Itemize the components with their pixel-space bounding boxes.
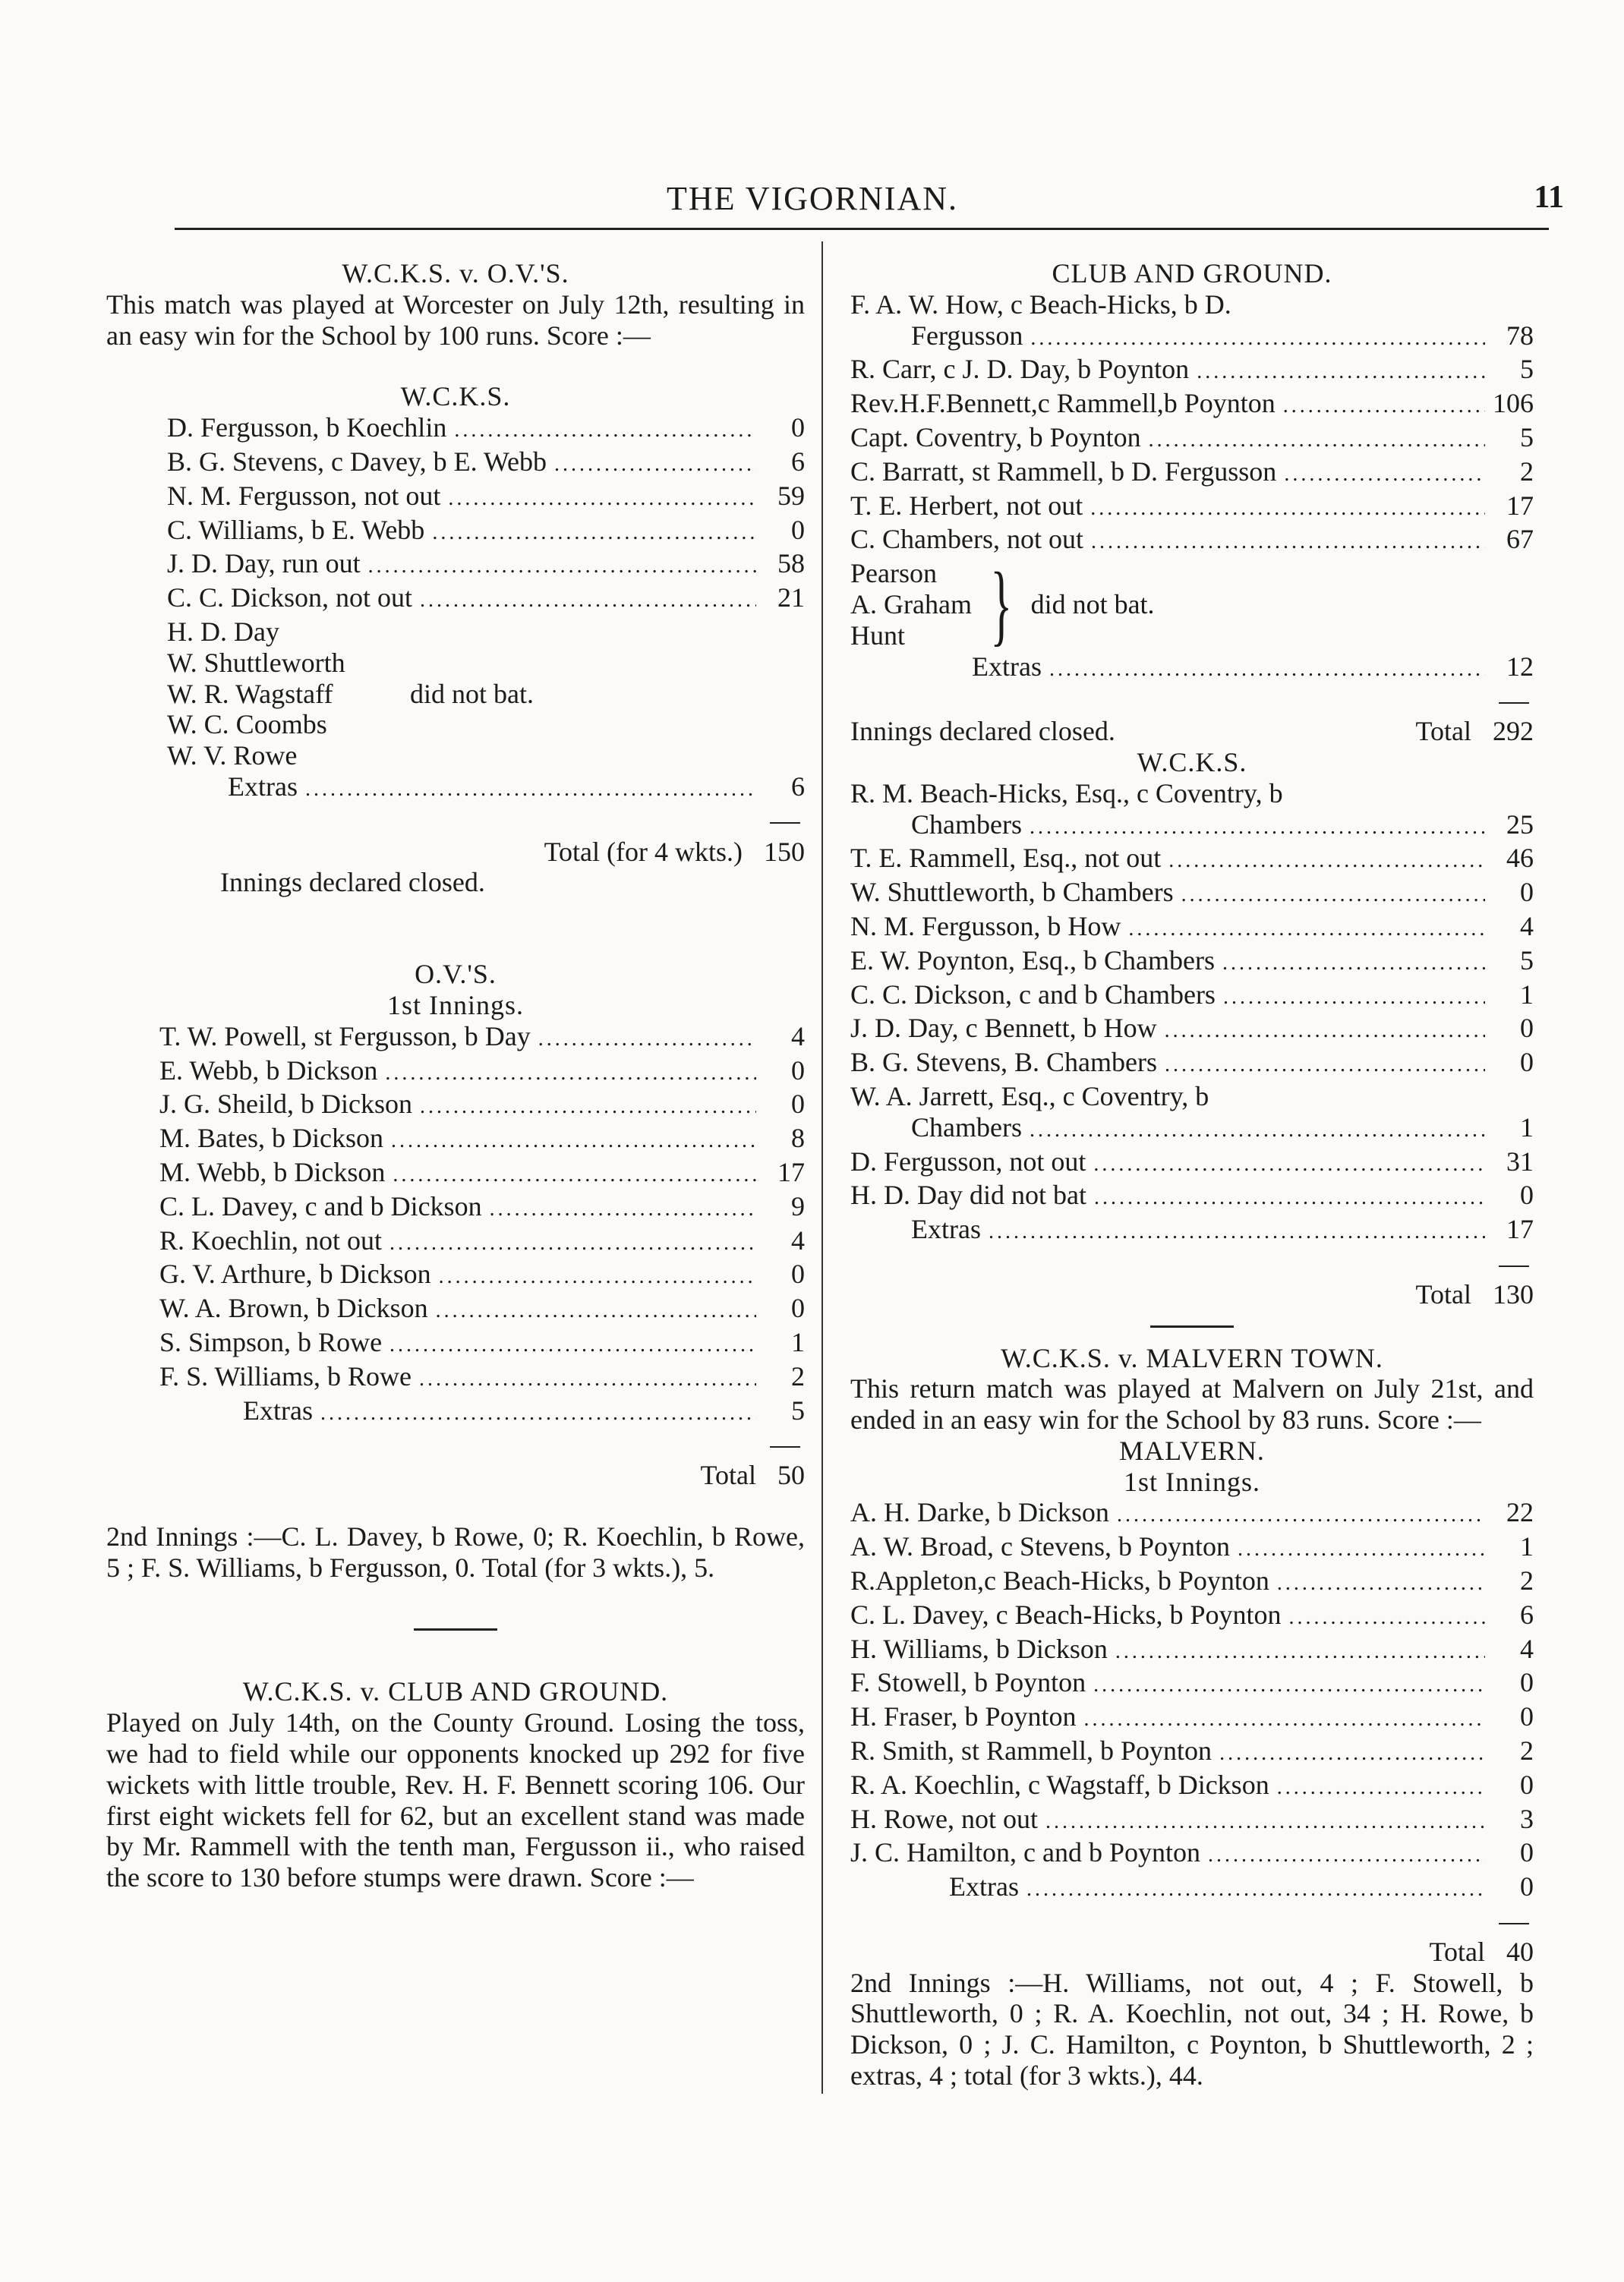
extras-label: Extras — [949, 1871, 1019, 1902]
batsman-name-cont: Chambers — [911, 808, 1022, 840]
leader-dots — [1149, 425, 1485, 456]
batsman-name: C. L. Davey, c Beach-Hicks, b Poynton — [850, 1599, 1282, 1630]
batting-row — [850, 1600, 1534, 1634]
runs: 9 — [791, 1190, 805, 1221]
club-heading: CLUB AND GROUND. — [1052, 258, 1332, 288]
runs: 31 — [1506, 1146, 1534, 1177]
match2-intro: Played on July 14th, on the County Ground. Losing the toss, we had to field while our opponents knocked up 292 for five wickets with little trouble, Rev. H. F. Bennett scoring 106. Our first eight wickets fell for 62, but an excellent stand was made by Mr. Rammell with the tenth man, Fergusson ii., who raised the score to 130 before stumps were drawn. Score :— — [106, 1707, 805, 1893]
batsman-name: T. W. Powell, st Fergusson, b Day — [159, 1020, 531, 1051]
batsman-name: R. Smith, st Rammell, b Poynton — [850, 1735, 1212, 1767]
batsman-name: H. D. Day did not bat — [850, 1180, 1086, 1211]
leader-dots — [1284, 459, 1485, 490]
batting-row — [850, 1565, 1534, 1600]
batsman-name: C. C. Dickson, c and b Chambers — [850, 979, 1216, 1010]
club-dnb-label: did not bat. — [1030, 588, 1155, 619]
extras-value: 5 — [791, 1395, 805, 1426]
batsman-name: M. Bates, b Dickson — [159, 1123, 383, 1154]
column-divider — [821, 241, 823, 2094]
extras-label: Extras — [972, 651, 1042, 682]
ovs-innings-label: 1st Innings. — [386, 989, 524, 1020]
runs: 22 — [1506, 1497, 1534, 1528]
batsman-name: J. C. Hamilton, c and b Poynton — [850, 1837, 1200, 1868]
runs: 0 — [1520, 1769, 1534, 1800]
wcks2-batting — [850, 778, 1534, 1214]
batsman-name: R.Appleton,c Beach-Hicks, b Poynton — [850, 1565, 1269, 1596]
malvern-extras-row — [850, 1871, 1534, 1905]
batsman-name: M. Webb, b Dickson — [159, 1156, 386, 1187]
leader-dots — [1117, 1500, 1485, 1531]
batsman-name: C. Chambers, not out — [850, 524, 1083, 555]
wcks2-total-row — [850, 1279, 1534, 1310]
club-extras-row — [850, 651, 1534, 686]
leader-dots — [1223, 982, 1485, 1013]
batsman-name: J. G. Sheild, b Dickson — [159, 1089, 412, 1120]
batsman-name: A. H. Darke, b Dickson — [850, 1497, 1109, 1528]
batting-row — [850, 388, 1534, 422]
runs: 0 — [791, 1089, 805, 1120]
runs: 0 — [1520, 1047, 1534, 1078]
runs: 0 — [1520, 1013, 1534, 1044]
leader-dots — [1045, 1807, 1485, 1838]
batsman-name: A. W. Broad, c Stevens, b Poynton — [850, 1531, 1230, 1562]
batting-row — [850, 524, 1534, 558]
runs: 1 — [791, 1326, 805, 1357]
batsman-name: N. M. Fergusson, b How — [850, 910, 1121, 941]
leader-dots — [1093, 1670, 1485, 1701]
leader-dots — [1289, 1603, 1485, 1634]
batsman-name: W. Shuttleworth, b Chambers — [850, 877, 1174, 908]
wcks-dnb-block — [106, 616, 805, 771]
ovs-total-row — [106, 1460, 805, 1491]
club-dnb-block — [850, 553, 1534, 655]
batting-row — [850, 1180, 1534, 1214]
total-label: Total — [1415, 716, 1471, 747]
batsman-name: B. G. Stevens, c Davey, b E. Webb — [167, 446, 547, 477]
batsman-name-cont: Chambers — [911, 1111, 1022, 1143]
runs: 59 — [777, 480, 805, 511]
batsman-name: D. Fergusson, not out — [850, 1146, 1086, 1177]
runs: 5 — [1520, 421, 1534, 452]
runs: 6 — [791, 446, 805, 477]
declared-note: Innings declared closed. — [850, 716, 1115, 747]
header-rule — [175, 228, 1549, 230]
runs: 0 — [791, 514, 805, 545]
batsman-name: C. C. Dickson, not out — [167, 582, 413, 613]
batting-row — [850, 490, 1534, 525]
wcks2-heading: W.C.K.S. — [1137, 746, 1247, 777]
batsman-name: E. Webb, b Dickson — [159, 1054, 378, 1086]
batsman-name: Capt. Coventry, b Poynton — [850, 421, 1141, 452]
runs: 67 — [1506, 524, 1534, 555]
batting-row — [159, 1191, 805, 1225]
extras-value: 12 — [1506, 651, 1534, 682]
leader-dots — [389, 1330, 756, 1361]
batting-row — [850, 1634, 1534, 1668]
runs: 4 — [791, 1225, 805, 1256]
wcks-total-row — [106, 837, 805, 868]
batsman-name: C. Williams, b E. Webb — [167, 514, 425, 545]
runs: 2 — [1520, 1735, 1534, 1767]
leader-dots — [1091, 527, 1485, 558]
leader-dots — [554, 449, 756, 481]
malvern-second-innings: 2nd Innings :—H. Williams, not out, 4 ; F. Stowell, b Shuttleworth, 0 ; R. A. Koechlin, not out, 34 ; H. Rowe, b Dickson, 0 ; J. C. Hamilton, c Poynton, b Shuttleworth, 2 ; extras, 4 ; total (for 3 wkts.), 44. — [850, 1967, 1534, 2091]
runs: 4 — [1520, 910, 1534, 941]
match1-heading: W.C.K.S. v. O.V.'S. — [342, 258, 569, 288]
runs: 0 — [1520, 1701, 1534, 1732]
leader-dots — [1084, 1704, 1485, 1735]
batsman-name: J. D. Day, c Bennett, b How — [850, 1013, 1157, 1044]
declared-note: Innings declared closed. — [220, 867, 485, 898]
batsman-name: T. E. Herbert, not out — [850, 490, 1083, 521]
match2-heading: W.C.K.S. v. CLUB AND GROUND. — [242, 1676, 669, 1707]
runs: 0 — [1520, 1667, 1534, 1698]
batting-row — [850, 1047, 1534, 1081]
runs: 25 — [1506, 808, 1534, 840]
leader-dots — [1093, 1149, 1485, 1180]
batsman-name: W. A. Brown, b Dickson — [159, 1293, 428, 1324]
batting-row — [167, 582, 805, 616]
leader-dots — [391, 1126, 756, 1157]
dnb-name: Hunt — [850, 619, 905, 651]
extras-value: 6 — [791, 771, 805, 802]
extras-label: Extras — [243, 1395, 313, 1426]
leader-dots — [1277, 1773, 1485, 1804]
runs: 0 — [791, 1054, 805, 1086]
total-label: Total — [700, 1460, 756, 1491]
batsman-name: R. Koechlin, not out — [159, 1225, 382, 1256]
batting-row — [159, 1123, 805, 1157]
leader-dots — [420, 1092, 756, 1123]
leader-dots — [1165, 1016, 1485, 1047]
ovs-heading: O.V.'S. — [415, 959, 497, 990]
extras-label: Extras — [911, 1214, 981, 1245]
malvern-total-row — [850, 1937, 1534, 1968]
batsman-name: S. Simpson, b Rowe — [159, 1326, 383, 1357]
leader-dots — [1277, 1568, 1485, 1600]
total-value: 150 — [764, 836, 805, 867]
leader-dots — [368, 551, 756, 582]
wcks-extras-row — [106, 771, 805, 805]
dnb-name: W. R. Wagstaff — [167, 678, 333, 709]
dnb-name: H. D. Day — [167, 616, 279, 647]
total-value: 50 — [777, 1460, 805, 1491]
batting-row — [850, 1497, 1534, 1531]
ovs-second-innings: 2nd Innings :—C. L. Davey, b Rowe, 0; R. Koechlin, b Rowe, 5 ; F. S. Williams, b Fergusson, 0. Total (for 3 wkts.), 5. — [106, 1521, 805, 1583]
leader-dots — [454, 415, 756, 446]
section-separator — [1150, 1325, 1234, 1328]
batting-row — [850, 1837, 1534, 1871]
batting-row — [167, 446, 805, 481]
batting-row — [850, 1146, 1534, 1180]
total-label: Total — [1415, 1278, 1471, 1310]
ovs-extras-row — [106, 1395, 805, 1429]
batting-row — [850, 1112, 1534, 1146]
match3-intro: This return match was played at Malvern on July 21st, and ended in an easy win for the School by 83 runs. Score :— — [850, 1373, 1534, 1436]
batting-row — [850, 1804, 1534, 1838]
batting-row — [850, 843, 1534, 877]
runs: 0 — [1520, 1180, 1534, 1211]
leader-dots — [1197, 357, 1485, 388]
batting-row — [850, 1667, 1534, 1701]
batting-row — [159, 1055, 805, 1089]
batting-row — [167, 481, 805, 515]
extras-value: 17 — [1506, 1214, 1534, 1245]
batsman-name: J. D. Day, run out — [167, 548, 361, 579]
batting-row — [159, 1021, 805, 1055]
leader-dots — [1222, 948, 1485, 979]
leader-dots — [538, 1024, 756, 1055]
leader-dots — [436, 1296, 756, 1327]
leader-dots — [1238, 1534, 1485, 1565]
leader-dots — [1283, 391, 1485, 422]
total-value: 292 — [1493, 716, 1534, 747]
malvern-innings-label: 1st Innings. — [1123, 1466, 1260, 1497]
batsman-name: B. G. Stevens, B. Chambers — [850, 1047, 1157, 1078]
batsman-name: G. V. Arthure, b Dickson — [159, 1259, 431, 1290]
runs: 1 — [1520, 979, 1534, 1010]
batting-row — [850, 456, 1534, 490]
brace-glyph: } — [990, 553, 1013, 655]
batting-row — [167, 412, 805, 446]
leader-dots — [1094, 1183, 1485, 1214]
runs: 0 — [1520, 877, 1534, 908]
runs: 2 — [1520, 1565, 1534, 1596]
batsman-name: F. Stowell, b Poynton — [850, 1667, 1086, 1698]
leader-dots — [389, 1228, 756, 1259]
batsman-name: E. W. Poynton, Esq., b Chambers — [850, 944, 1216, 976]
dnb-name: W. C. Coombs — [167, 709, 327, 740]
leader-dots — [439, 1262, 756, 1293]
leader-dots — [432, 518, 756, 549]
leader-dots — [1030, 1115, 1485, 1146]
leader-dots — [1030, 812, 1485, 843]
batsman-name: D. Fergusson, b Koechlin — [167, 412, 447, 443]
running-title: THE VIGORNIAN. — [666, 180, 959, 217]
leader-dots — [1115, 1637, 1485, 1668]
wcks-batting — [106, 412, 805, 616]
batting-row — [850, 809, 1534, 843]
leader-dots — [1030, 323, 1485, 355]
batting-row — [850, 911, 1534, 945]
runs: 17 — [1506, 490, 1534, 521]
batting-row — [850, 1701, 1534, 1735]
leader-dots — [1090, 493, 1485, 525]
batting-row — [850, 1531, 1534, 1565]
batting-row — [167, 515, 805, 549]
batsman-name-cont: Fergusson — [911, 320, 1023, 351]
leader-dots — [1168, 846, 1485, 877]
malvern-batting — [850, 1497, 1534, 1871]
batsman-name: F. A. W. How, c Beach-Hicks, b D. — [850, 288, 1231, 320]
leader-dots — [1208, 1840, 1485, 1871]
left-column — [106, 258, 805, 1893]
malvern-heading: MALVERN. — [1119, 1435, 1265, 1466]
batting-row — [159, 1293, 805, 1327]
leader-dots — [1165, 1050, 1485, 1081]
dnb-name: Pearson — [850, 558, 937, 589]
batting-row — [159, 1259, 805, 1293]
runs: 0 — [791, 1293, 805, 1324]
runs: 2 — [791, 1360, 805, 1392]
runs: 106 — [1493, 388, 1534, 419]
batting-row — [159, 1157, 805, 1191]
wcks-heading: W.C.K.S. — [400, 381, 511, 412]
batting-row — [850, 1735, 1534, 1770]
leader-dots — [385, 1058, 756, 1089]
runs: 5 — [1520, 354, 1534, 385]
dnb-name: A. Graham — [850, 588, 972, 619]
batting-row — [850, 1013, 1534, 1047]
batting-row — [850, 979, 1534, 1013]
batsman-name: R. A. Koechlin, c Wagstaff, b Dickson — [850, 1769, 1269, 1800]
batting-row — [850, 354, 1534, 388]
runs: 1 — [1520, 1111, 1534, 1143]
runs: 4 — [791, 1020, 805, 1051]
dnb-name: W. V. Rowe — [167, 740, 298, 771]
leader-dots — [1128, 914, 1485, 945]
runs: 5 — [1520, 944, 1534, 976]
leader-dots — [448, 484, 756, 515]
runs: 0 — [1520, 1837, 1534, 1868]
batting-row — [850, 422, 1534, 456]
leader-dots — [393, 1160, 756, 1191]
batsman-name: W. A. Jarrett, Esq., c Coventry, b — [850, 1080, 1209, 1111]
batsman-name: N. M. Fergusson, not out — [167, 480, 441, 511]
leader-dots — [1219, 1738, 1485, 1770]
runs: 0 — [791, 412, 805, 443]
wcks-dnb-label: did not bat. — [410, 678, 534, 709]
club-batting — [850, 289, 1534, 558]
leader-dots — [420, 585, 756, 616]
batting-row — [159, 1327, 805, 1361]
dnb-name: W. Shuttleworth — [167, 647, 345, 678]
total-value: 40 — [1506, 1936, 1534, 1967]
runs: 46 — [1506, 843, 1534, 874]
runs: 78 — [1506, 320, 1534, 351]
batsman-name: F. S. Williams, b Rowe — [159, 1360, 412, 1392]
section-separator — [414, 1628, 497, 1631]
extras-label: Extras — [228, 771, 298, 802]
wcks2-extras-row — [850, 1214, 1534, 1248]
leader-dots — [490, 1194, 756, 1225]
batting-row — [850, 320, 1534, 355]
batting-row — [850, 1770, 1534, 1804]
ovs-batting — [106, 1021, 805, 1395]
batsman-name: R. Carr, c J. D. Day, b Poynton — [850, 354, 1190, 385]
batsman-name: H. Rowe, not out — [850, 1803, 1038, 1834]
batsman-name: R. M. Beach-Hicks, Esq., c Coventry, b — [850, 777, 1283, 808]
right-column — [850, 258, 1534, 2091]
runs: 4 — [1520, 1633, 1534, 1664]
runs: 0 — [791, 1259, 805, 1290]
batsman-name: C. Barratt, st Rammell, b D. Fergusson — [850, 455, 1277, 487]
club-total-row — [850, 716, 1534, 747]
leader-dots — [419, 1364, 756, 1395]
runs: 17 — [777, 1156, 805, 1187]
batting-row — [159, 1089, 805, 1123]
page-header — [175, 175, 1564, 220]
batsman-name: T. E. Rammell, Esq., not out — [850, 843, 1162, 874]
batting-row — [167, 548, 805, 582]
page-number: 11 — [1534, 180, 1564, 215]
batsman-name: H. Williams, b Dickson — [850, 1633, 1108, 1664]
runs: 3 — [1520, 1803, 1534, 1834]
extras-value: 0 — [1520, 1871, 1534, 1902]
runs: 21 — [777, 582, 805, 613]
runs: 8 — [791, 1123, 805, 1154]
batting-row — [850, 945, 1534, 979]
batsman-name: H. Fraser, b Poynton — [850, 1701, 1077, 1732]
runs: 1 — [1520, 1531, 1534, 1562]
runs: 58 — [777, 548, 805, 579]
total-label: Total (for 4 wkts.) — [544, 836, 743, 867]
total-label: Total — [1429, 1936, 1485, 1967]
leader-dots — [1181, 880, 1485, 911]
match3-heading: W.C.K.S. v. MALVERN TOWN. — [1001, 1342, 1383, 1373]
batting-row — [159, 1225, 805, 1259]
batsman-name: Rev.H.F.Bennett,c Rammell,b Poynton — [850, 388, 1276, 419]
match1-intro: This match was played at Worcester on July 12th, resulting in an easy win for the School by 100 runs. Score :— — [106, 288, 805, 351]
total-value: 130 — [1493, 1278, 1534, 1310]
batsman-name: C. L. Davey, c and b Dickson — [159, 1190, 482, 1221]
runs: 2 — [1520, 455, 1534, 487]
batting-row — [159, 1361, 805, 1395]
batting-row — [850, 877, 1534, 911]
runs: 6 — [1520, 1599, 1534, 1630]
